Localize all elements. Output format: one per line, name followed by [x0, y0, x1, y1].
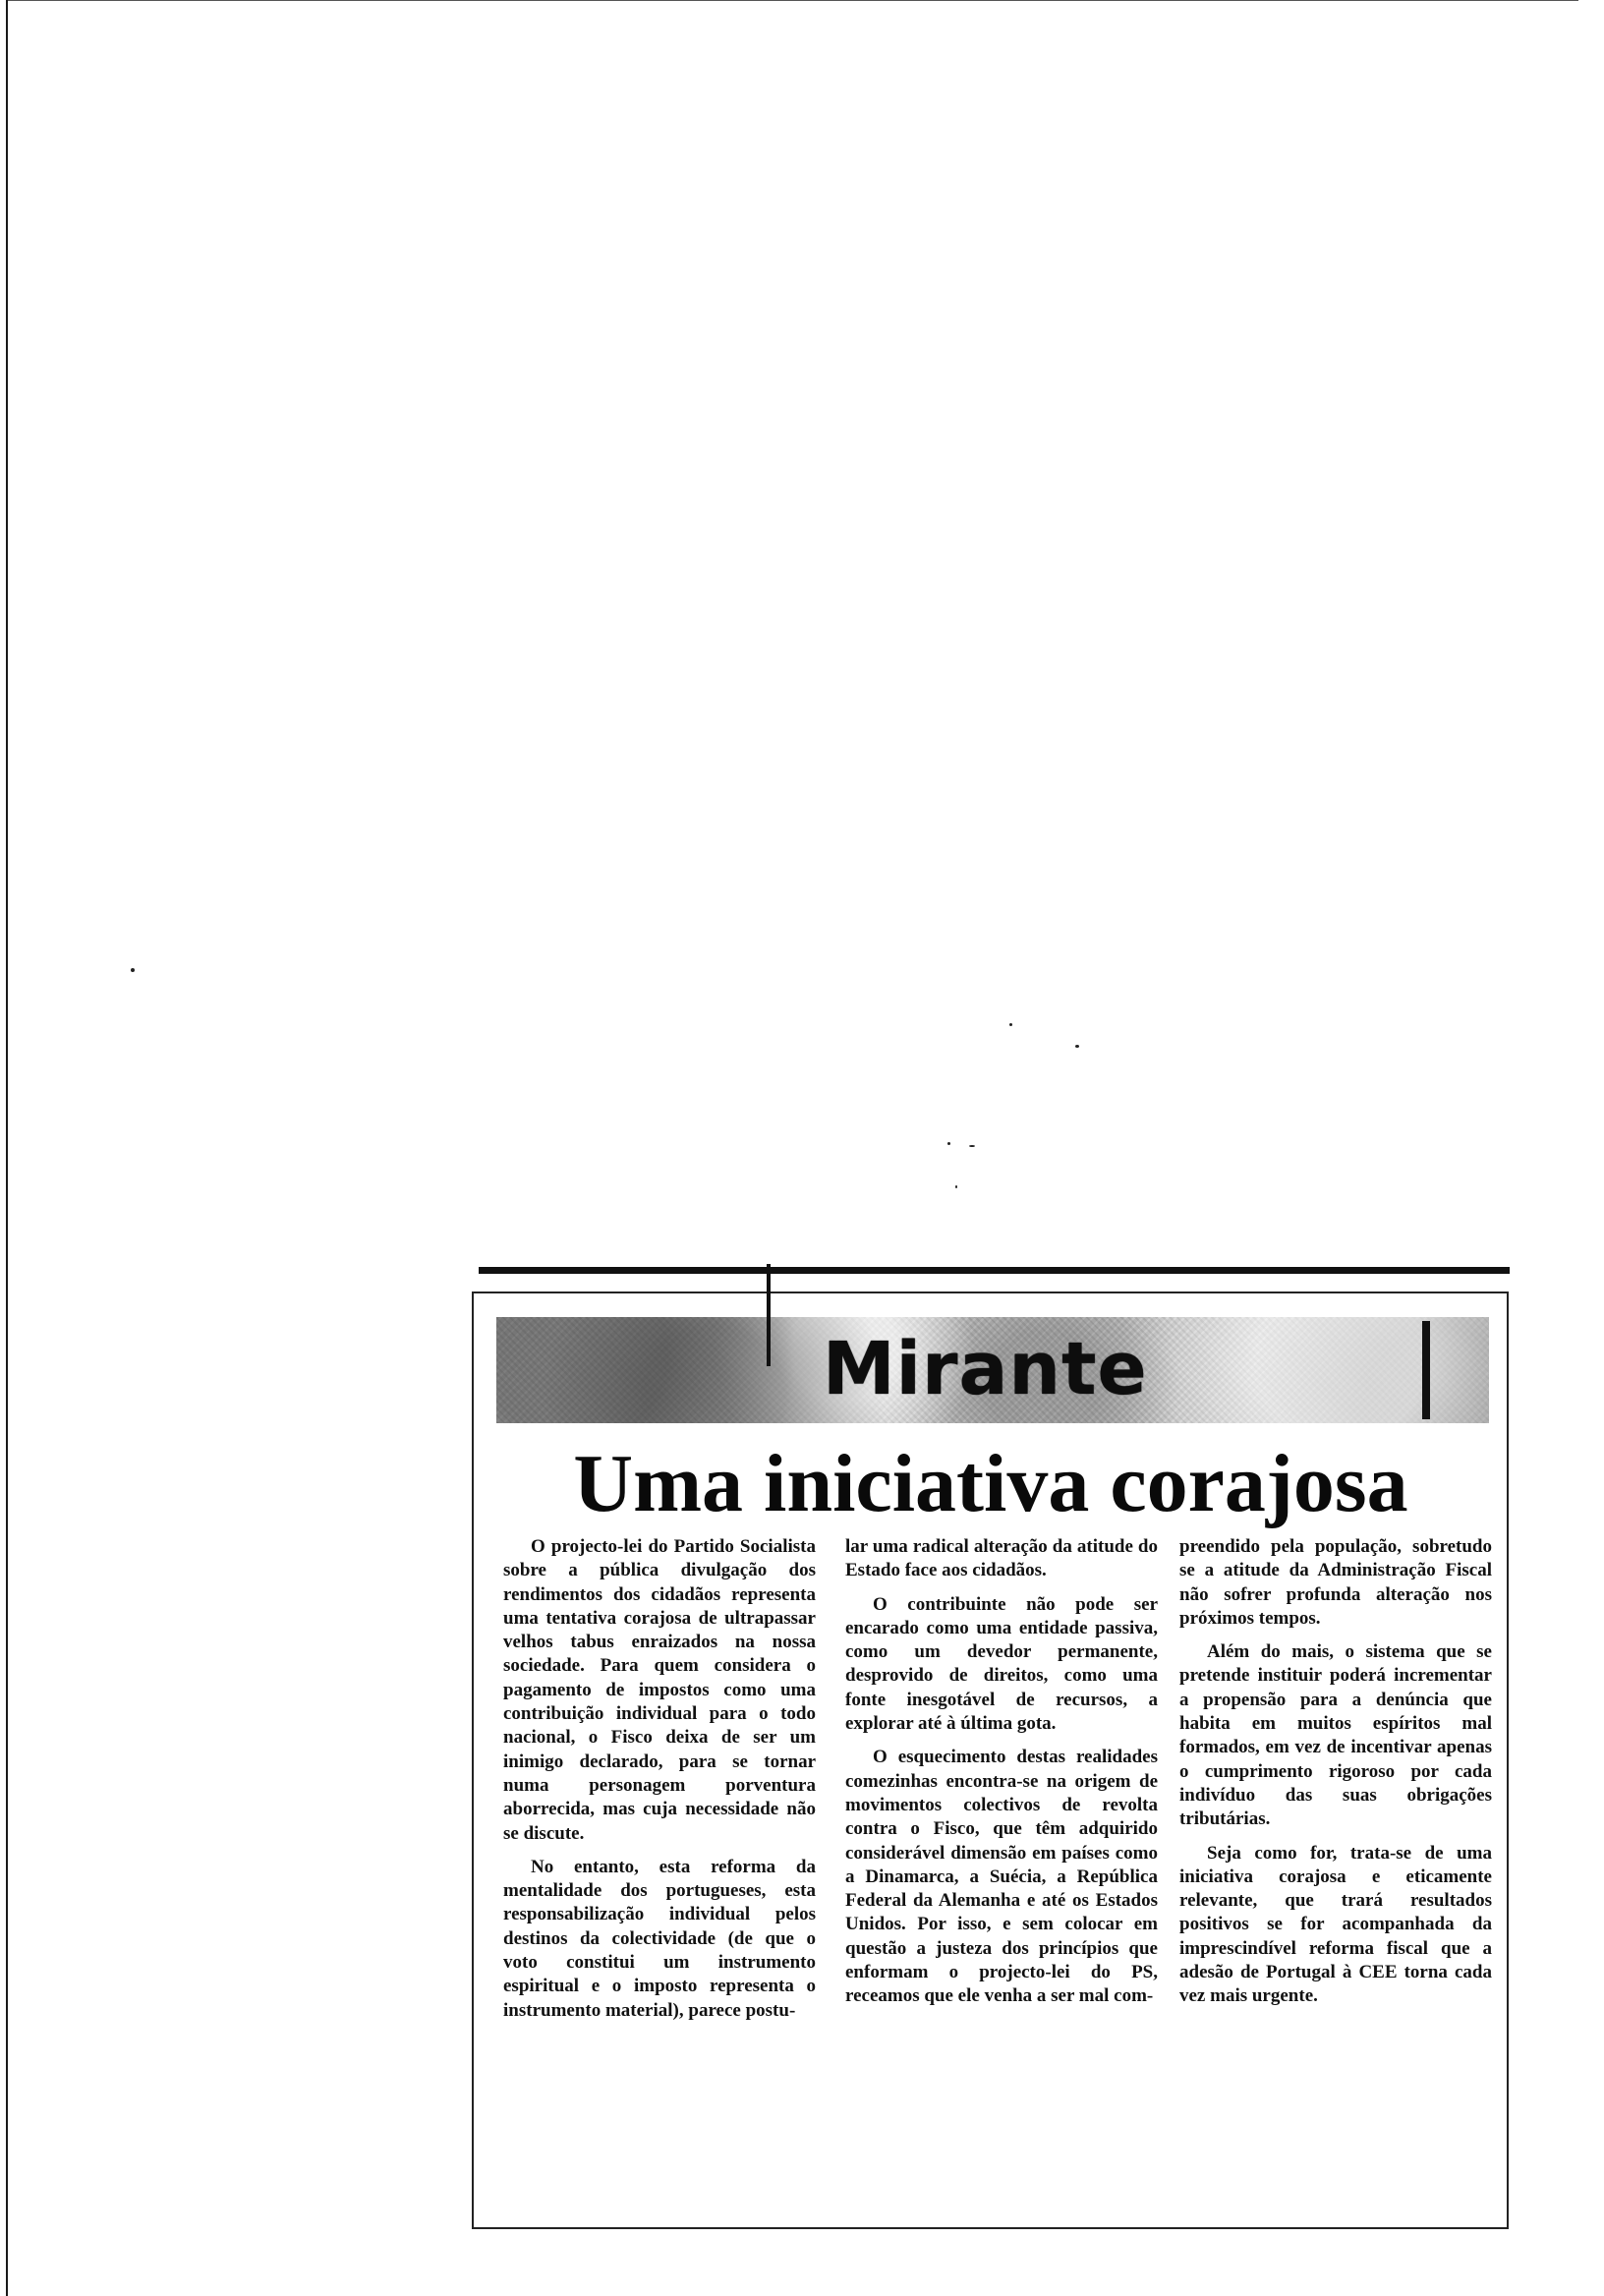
article-headline: Uma iniciativa corajosa	[573, 1438, 1408, 1529]
page-edge-top	[6, 0, 1578, 1]
article-paragraph: O contribuinte não pode ser encarado como uma entidade passiva, como um devedor permanente, desprovido de direitos, como uma fonte inesgotável de recursos, a explorar até à última gota.	[845, 1593, 1158, 1735]
article-paragraph: O projecto-lei do Partido Socialista sobre a pública divulgação dos rendimentos dos cidadãos representa uma tentativa corajosa de ultrapassar velhos tabus enraizados na nossa sociedade. Para quem considera o pagamento de impostos como uma contribuição individual para o todo nacional, o Fisco deixa de ser um inimigo declarado, para se tornar numa personagem porventura aborrecida, mas cuja necessidade não se discute.	[503, 1536, 816, 1844]
page-edge-left	[6, 0, 8, 2296]
scan-speck	[969, 1145, 975, 1147]
article-paragraph: Seja como for, trata-se de uma iniciativa corajosa e eticamente relevante, que trará resultados positivos se for acompanhada da imprescindível reforma fiscal que a adesão de Portugal à CEE torna cada vez mais urgente.	[1179, 1842, 1492, 2007]
article-column-2	[845, 1535, 1158, 2009]
banner-vertical-bar	[1422, 1321, 1430, 1419]
article-paragraph: No entanto, esta reforma da mentalidade dos portugueses, esta responsabilização individual pelos destinos da colectividade (de que o voto constitui um instrumento espiritual e o imposto representa o instrumento material), parece postu-	[503, 1856, 816, 2021]
article-column-1	[503, 1535, 816, 2023]
article-paragraph: preendido pela população, sobretudo se a atitude da Administração Fiscal não sofrer profunda alteração nos próximos tempos.	[1179, 1536, 1492, 1629]
article-column-3	[1179, 1535, 1492, 2009]
scan-speck	[131, 968, 135, 972]
scan-speck	[955, 1185, 957, 1188]
scan-speck	[1075, 1045, 1079, 1048]
clipping-cut-mark	[767, 1264, 771, 1366]
scan-speck	[1009, 1023, 1012, 1026]
section-title: Mirante	[823, 1327, 1148, 1411]
article-paragraph: lar uma radical alteração da atitude do Estado face aos cidadãos.	[845, 1536, 1158, 1581]
clipping-top-rule	[479, 1267, 1510, 1274]
article-paragraph: Além do mais, o sistema que se pretende instituir poderá incrementar a propensão para a denúncia que habita em muitos espíritos mal formados, em vez de incentivar apenas o cumprimento rigoroso por cada indivíduo das suas obrigações tributárias.	[1179, 1641, 1492, 1830]
section-banner	[496, 1317, 1489, 1423]
article-paragraph: O esquecimento destas realidades comezinhas encontra-se na origem de movimentos colectivos de revolta contra o Fisco, que têm adquirido considerável dimensão em países como a Dinamarca, a Suécia, a República Federal da Alemanha e até os Estados Unidos. Por isso, e sem colocar em questão a justeza dos princípios que enformam o projecto-lei do PS, receamos que ele venha a ser mal com-	[845, 1747, 1158, 2007]
scan-speck	[947, 1142, 950, 1145]
